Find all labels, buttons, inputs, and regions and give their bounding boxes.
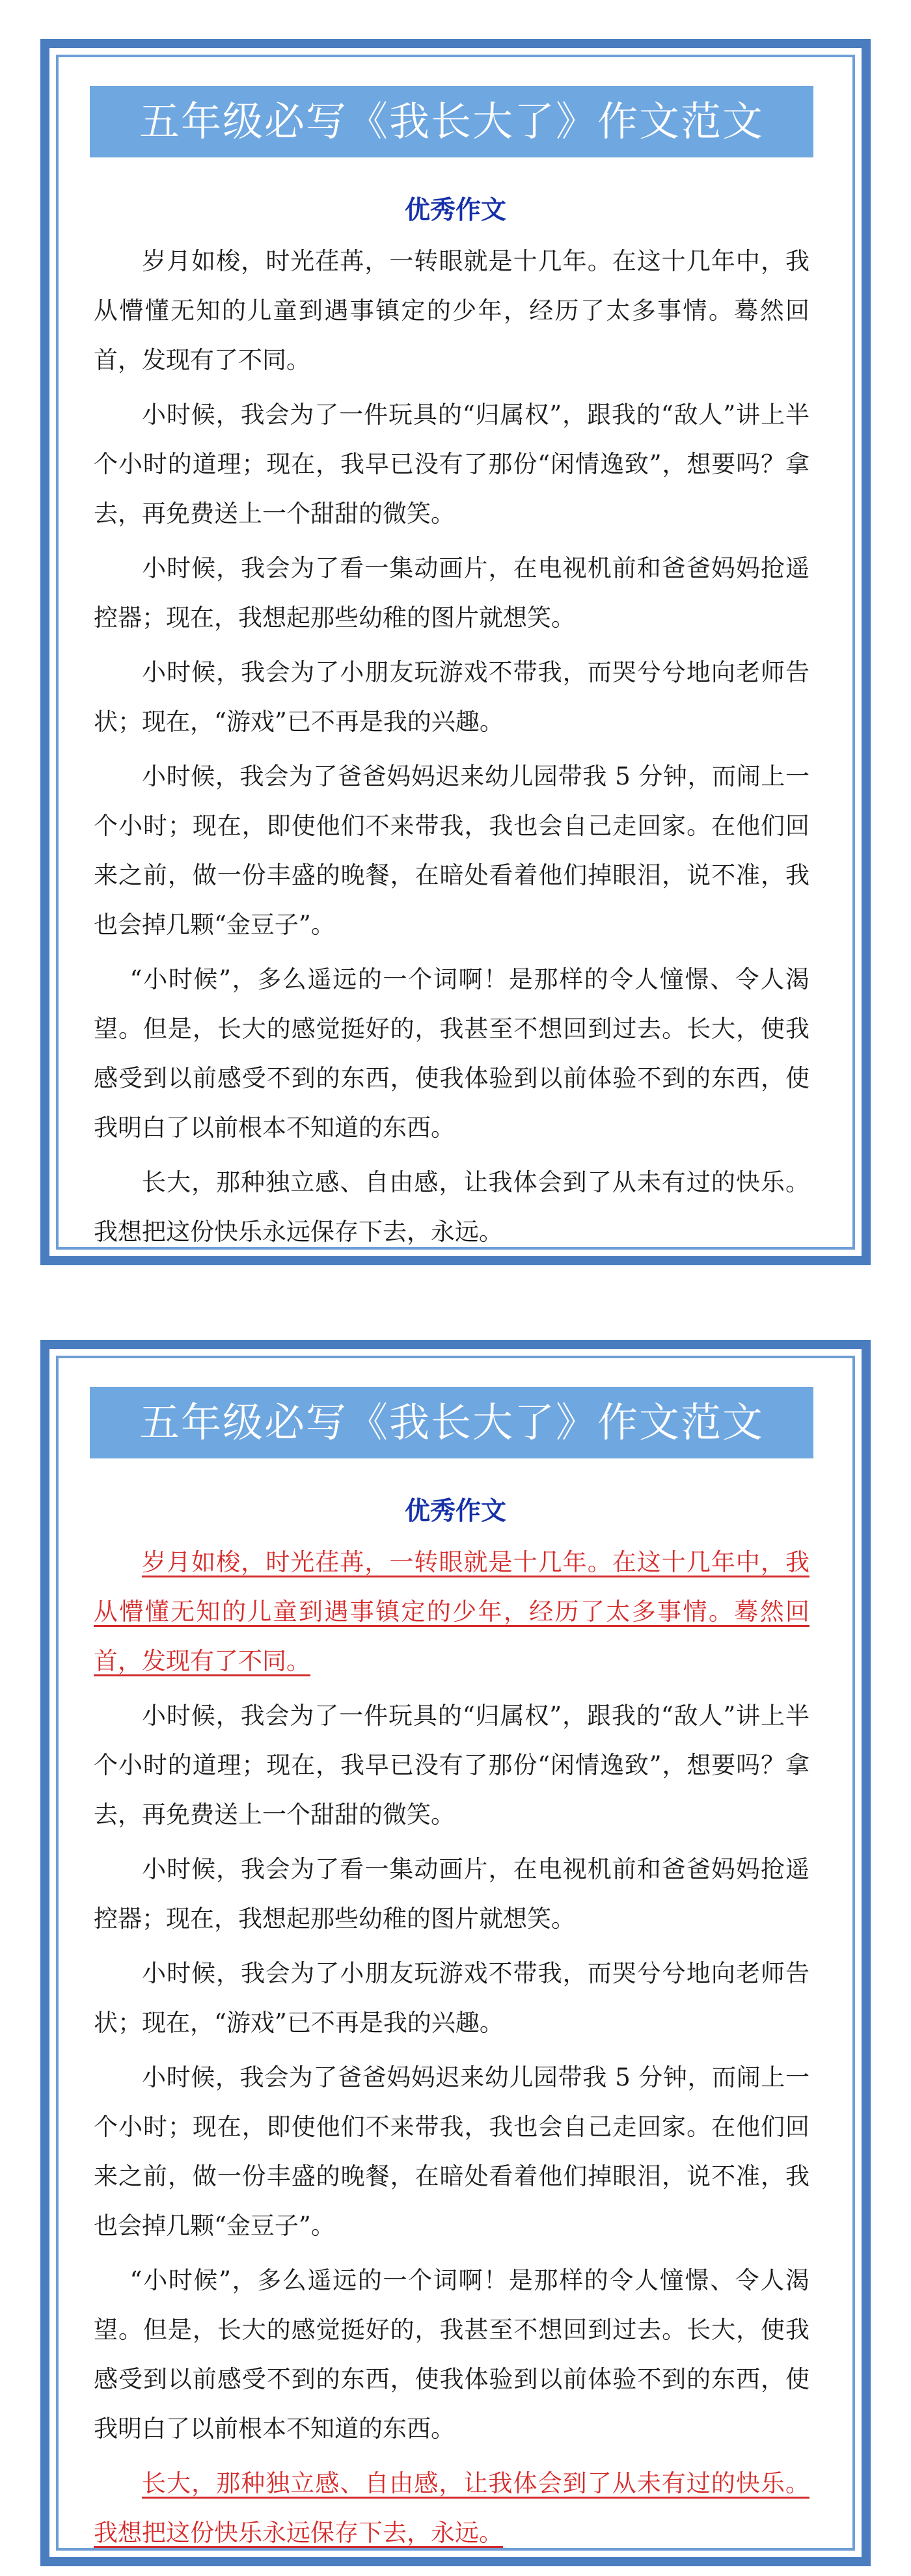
essay-body xyxy=(94,1538,809,2563)
essay-card-1 xyxy=(40,39,871,1265)
paragraph: 长大，那种独立感、自由感，让我体会到了从未有过的快乐。我想把这份快乐永远保存下去，永远。 xyxy=(94,1168,809,1246)
paragraph: 岁月如梭，时光荏苒，一转眼就是十几年。在这十几年中，我从懵懂无知的儿童到遇事镇定的少年，经历了太多事情。蓦然回首，发现有了不同。 xyxy=(94,247,809,374)
highlighted-paragraph: 岁月如梭，时光荏苒，一转眼就是十几年。在这十几年中，我从懵懂无知的儿童到遇事镇定的少年，经历了太多事情。蓦然回首，发现有了不同。 xyxy=(94,1548,809,1675)
paragraph: 小时候，我会为了一件玩具的“归属权”，跟我的“敌人”讲上半个小时的道理；现在，我早已没有了那份“闲情逸致”，想要吗？拿去，再免费送上一个甜甜的微笑。 xyxy=(94,401,809,528)
paragraph: 小时候，我会为了看一集动画片，在电视机前和爸爸妈妈抢遥控器；现在，我想起那些幼稚的图片就想笑。 xyxy=(94,1855,809,1933)
essay-subtitle: 优秀作文 xyxy=(404,1497,506,1526)
essay-body xyxy=(94,237,809,1262)
paragraph: 小时候，我会为了爸爸妈妈迟来幼儿园带我 5 分钟，而闹上一个小时；现在，即使他们不来带我，我也会自己走回家。在他们回来之前，做一份丰盛的晚餐，在暗处看着他们掉眼泪，说不准，我也会掉几颗“金豆子”。 xyxy=(94,762,809,939)
paragraph: 小时候，我会为了一件玩具的“归属权”，跟我的“敌人”讲上半个小时的道理；现在，我早已没有了那份“闲情逸致”，想要吗？拿去，再免费送上一个甜甜的微笑。 xyxy=(94,1702,809,1829)
paragraph: “小时候”，多么遥远的一个词啊！是那样的令人憧憬、令人渴望。但是，长大的感觉挺好的，我甚至不想回到过去。长大，使我感受到以前感受不到的东西，使我体验到以前体验不到的东西，使我明白了以前根本不知道的东西。 xyxy=(94,2266,809,2443)
highlighted-paragraph: 长大，那种独立感、自由感，让我体会到了从未有过的快乐。我想把这份快乐永远保存下去，永远。 xyxy=(94,2469,809,2547)
paragraph: 小时候，我会为了看一集动画片，在电视机前和爸爸妈妈抢遥控器；现在，我想起那些幼稚的图片就想笑。 xyxy=(94,554,809,632)
paragraph: 小时候，我会为了爸爸妈妈迟来幼儿园带我 5 分钟，而闹上一个小时；现在，即使他们不来带我，我也会自己走回家。在他们回来之前，做一份丰盛的晚餐，在暗处看着他们掉眼泪，说不准，我也会掉几颗“金豆子”。 xyxy=(94,2063,809,2240)
paragraph: “小时候”，多么遥远的一个词啊！是那样的令人憧憬、令人渴望。但是，长大的感觉挺好的，我甚至不想回到过去。长大，使我感受到以前感受不到的东西，使我体验到以前体验不到的东西，使我明白了以前根本不知道的东西。 xyxy=(94,965,809,1142)
essay-card-2 xyxy=(40,1340,871,2566)
paragraph: 小时候，我会为了小朋友玩游戏不带我，而哭兮兮地向老师告状；现在，“游戏”已不再是我的兴趣。 xyxy=(94,658,809,736)
paragraph: 小时候，我会为了小朋友玩游戏不带我，而哭兮兮地向老师告状；现在，“游戏”已不再是我的兴趣。 xyxy=(94,1959,809,2037)
essay-title-banner: 五年级必写《我长大了》作文范文 xyxy=(90,1387,813,1458)
essay-subtitle: 优秀作文 xyxy=(404,196,506,225)
essay-title-banner: 五年级必写《我长大了》作文范文 xyxy=(90,86,813,157)
